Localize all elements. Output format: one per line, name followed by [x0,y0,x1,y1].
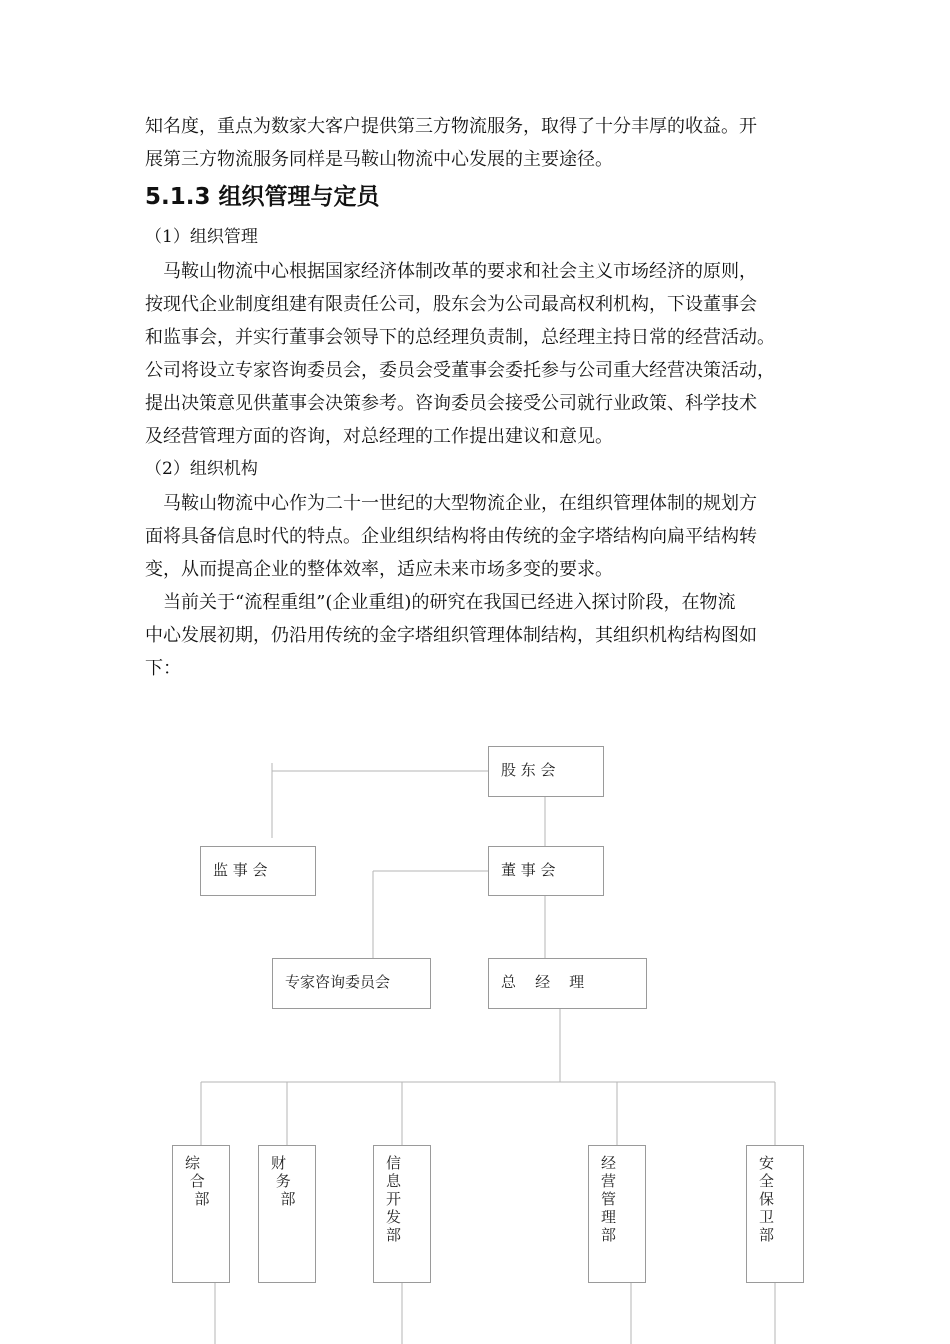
node-label: 董 事 会 [501,861,556,879]
part1-title: （1）组织管理 [145,227,258,247]
intro-line-1: 知名度，重点为数家大客户提供第三方物流服务，取得了十分丰厚的收益。开 [145,116,757,137]
part1-line: 和监事会，并实行董事会领导下的总经理负责制，总经理主持日常的经营活动。 [145,327,775,348]
part1-line: 按现代企业制度组建有限责任公司，股东会为公司最高权利机构，下设董事会 [145,294,757,315]
section-heading: 5.1.3 组织管理与定员 [145,184,380,210]
node-label: 专家咨询委员会 [285,973,391,991]
node-experts [272,958,431,1009]
part1-line: 公司将设立专家咨询委员会，委员会受董事会委托参与公司重大经营决策活动， [145,360,775,381]
node-shareholders [488,746,604,797]
intro-line-2: 展第三方物流服务同样是马鞍山物流中心发展的主要途径。 [145,149,613,170]
part1-line: 马鞍山物流中心根据国家经济体制改革的要求和社会主义市场经济的原则， [163,261,757,282]
node-label: 财 务 部 [271,1154,296,1208]
part2-line: 马鞍山物流中心作为二十一世纪的大型物流企业，在组织管理体制的规划方 [163,493,757,514]
node-label: 股 东 会 [501,761,556,779]
part2-line: 中心发展初期，仍沿用传统的金字塔组织管理体制结构，其组织机构结构图如 [145,625,757,646]
part1-line: 提出决策意见供董事会决策参考。咨询委员会接受公司就行业政策、科学技术 [145,393,757,414]
node-label: 总 经 理 [501,973,585,991]
node-dept-info [373,1145,431,1283]
node-label: 综 合 部 [185,1154,210,1208]
node-label: 信 息 开 发 部 [386,1154,402,1244]
node-board [488,846,604,896]
node-label: 经 营 管 理 部 [601,1154,617,1244]
node-label: 安 全 保 卫 部 [759,1154,775,1244]
part1-line: 及经营管理方面的咨询，对总经理的工作提出建议和意见。 [145,426,613,447]
node-dept-finance [258,1145,316,1283]
part2-title: （2）组织机构 [145,459,258,479]
part2-line: 当前关于“流程重组”(企业重组)的研究在我国已经进入探讨阶段，在物流 [163,592,736,613]
node-dept-security [746,1145,804,1283]
node-dept-operations [588,1145,646,1283]
node-label: 监 事 会 [213,861,268,879]
node-supervisors [200,846,316,896]
node-general-manager [488,958,647,1009]
part2-line: 变，从而提高企业的整体效率，适应未来市场多变的要求。 [145,559,613,580]
part2-line: 面将具备信息时代的特点。企业组织结构将由传统的金字塔结构向扁平结构转 [145,526,757,547]
node-dept-general [172,1145,230,1283]
part2-line: 下： [145,658,181,679]
